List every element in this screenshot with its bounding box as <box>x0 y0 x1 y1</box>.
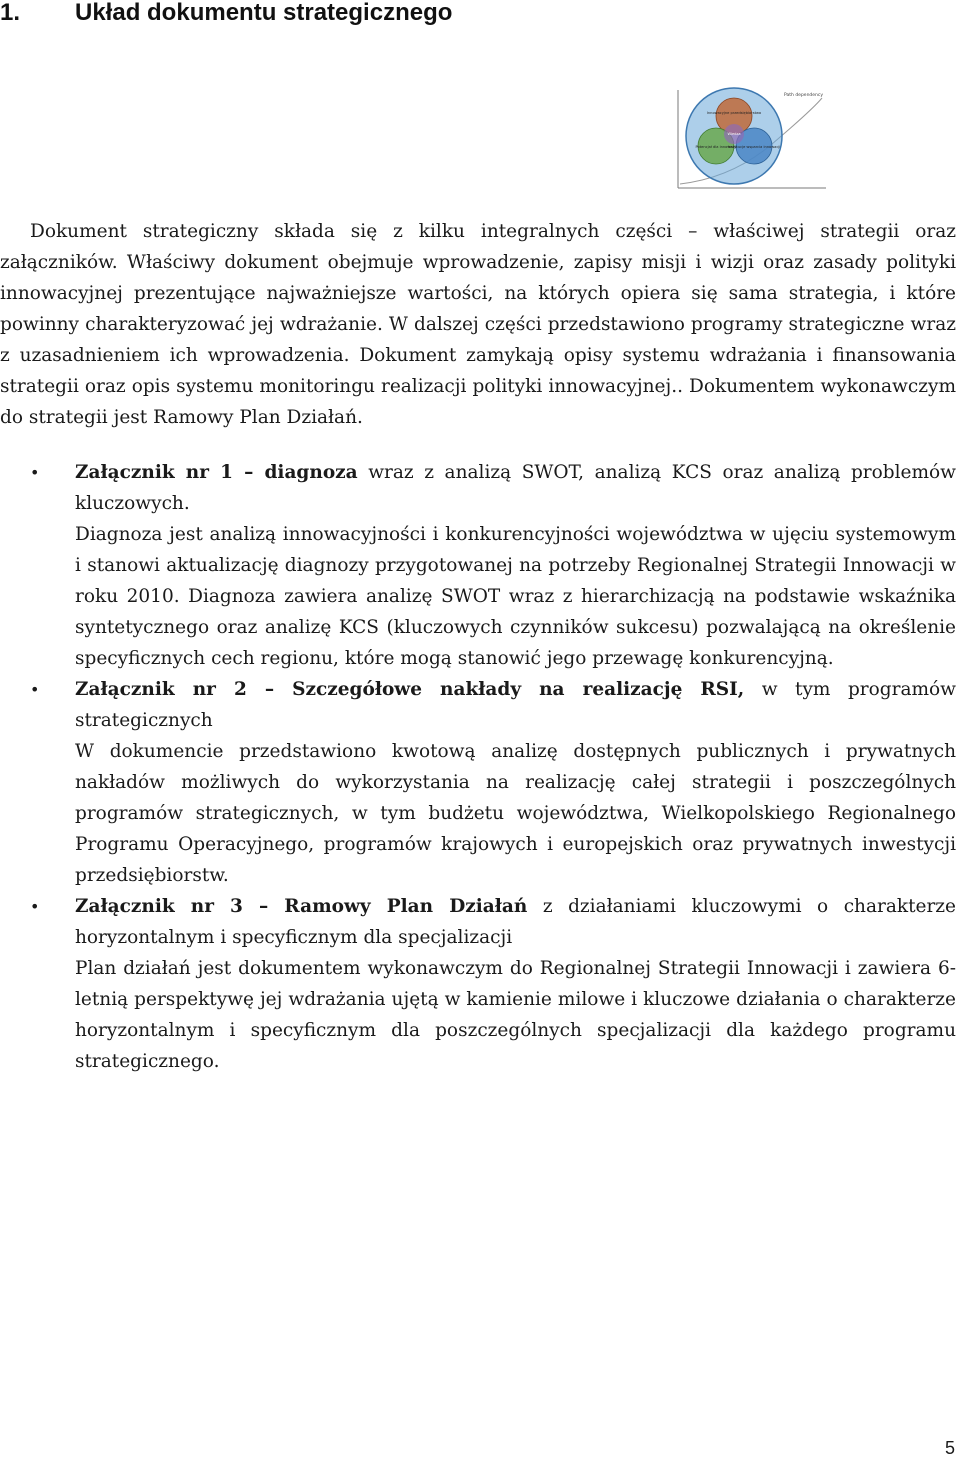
innovation-diagram-figure <box>672 84 832 192</box>
attachment-title-rest: wraz z analizą SWOT, analizą KCS oraz analizą problemów kluczowych. <box>75 462 956 514</box>
intro-paragraph: Dokument strategiczny składa się z kilku integralnych części – właściwej strategii oraz załączników. Właściwy dokument obejmuje wprowadzenie, zapisy misji i wizji oraz zasady polityki innowacyjnej prezentujące najważniejsze wartości, na których opiera się sama strategia, i które powinny charakteryzować jej wdrażanie. W dalszej części przedstawiono programy strategiczne wraz z uzasadnieniem ich wprowadzenia. Dokument zamykają opisy systemu wdrażania i finansowania strategii oraz opis systemu monitoringu realizacji polityki innowacyjnej.. Dokumentem wykonawczym do strategii jest Ramowy Plan Działań. <box>0 221 956 428</box>
attachment-description: Plan działań jest dokumentem wykonawczym do Regionalnej Strategii Innowacji i zawiera 6-letnią perspektywę jej wdrażania ujętą w kamienie milowe i kluczowe działania o charakterze horyzontalnym i specyficznym dla poszczególnych specjalizacji dla każdego programu strategicznego. <box>75 958 956 1072</box>
path-dependency-label: Path dependency <box>784 93 824 98</box>
attachment-description: W dokumencie przedstawiono kwotową analizę dostępnych publicznych i prywatnych nakładów możliwych do wykorzystania na realizację całej strategii i poszczególnych programów strategicznych, w tym budżetu województwa, Wielkopolskiego Regionalnego Programu Operacyjnego, programów krajowych i europejskich oraz prywatnych inwestycji przedsiębiorstw. <box>75 741 956 886</box>
attachment-item-3 <box>0 891 956 1077</box>
bullet-icon: • <box>30 897 40 916</box>
attachment-item-2 <box>0 674 956 891</box>
center-circle-label: Wiedza <box>727 132 741 136</box>
right-circle-label: Instytucje wsparcia innowacji <box>727 145 781 149</box>
attachment-title-rest: w tym programów strategicznych <box>75 679 956 731</box>
attachments-list <box>0 457 956 1077</box>
attachment-title-bold: Załącznik nr 3 – Ramowy Plan Działań <box>75 896 528 917</box>
attachment-description: Diagnoza jest analizą innowacyjności i konkurencyjności województwa w ujęciu systemowym i stanowi aktualizację diagnozy przygotowanej na potrzeby Regionalnej Strategii Innowacji w roku 2010. Diagnoza zawiera analizę SWOT wraz z hierarchizacją na podstawie wskaźnika syntetycznego oraz analizę KCS (kluczowych czynników sukcesu) pozwalającą na określenie specyficznych cech regionu, które mogą stanowić jego przewagę konkurencyjną. <box>75 524 956 669</box>
innovation-diagram <box>672 84 832 192</box>
attachment-title-bold: Załącznik nr 2 – Szczegółowe nakłady na realizację RSI, <box>75 679 745 700</box>
page-number: 5 <box>944 1438 955 1458</box>
attachment-title <box>75 891 956 953</box>
attachment-item-1 <box>0 457 956 674</box>
attachment-title-rest: z działaniami kluczowymi o charakterze horyzontalnym i specyficznym dla specjalizacji <box>75 896 957 948</box>
section-heading <box>0 0 452 28</box>
attachment-title <box>75 674 956 736</box>
left-circle-label: Potencjał dla innowacji <box>695 145 737 149</box>
section-number: 1. <box>0 0 21 26</box>
bullet-icon: • <box>30 680 40 699</box>
attachment-title <box>75 457 956 519</box>
top-circle-label: Innowacyjne przedsiębiorstwa <box>706 111 762 115</box>
section-title: Układ dokumentu strategicznego <box>75 0 453 26</box>
bullet-icon: • <box>30 463 40 482</box>
attachment-title-bold: Załącznik nr 1 – diagnoza <box>75 462 358 483</box>
